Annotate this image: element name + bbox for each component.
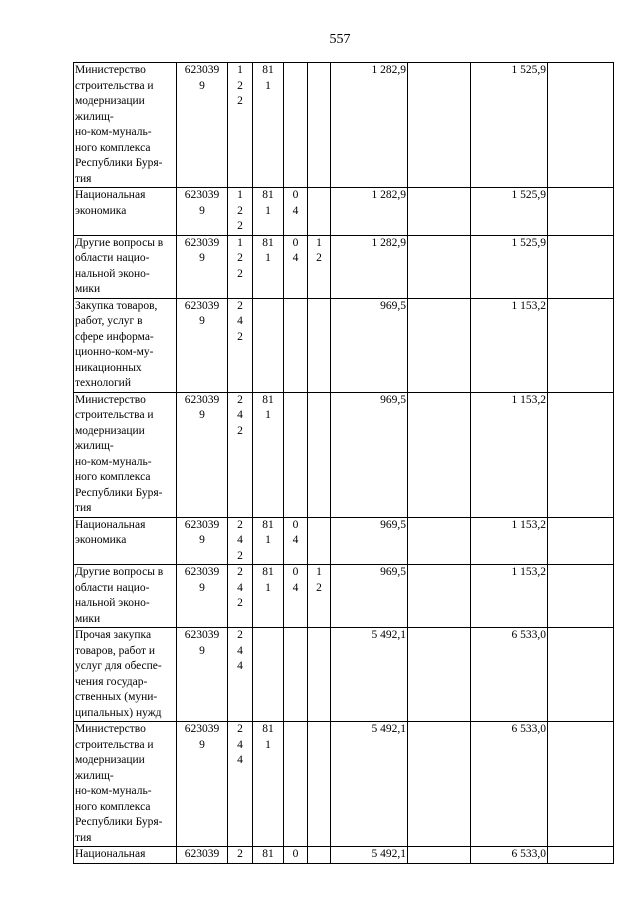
row-amount-year-1: 1 282,9 xyxy=(331,63,408,188)
row-name: Национальная xyxy=(74,847,177,864)
row-section: 0 xyxy=(284,847,308,864)
row-name: Министерство строительства и модернизации жилищ- но-ком-муналь- ного комплекса Республики Буря- тия xyxy=(74,392,177,517)
row-amount-year-1: 969,5 xyxy=(331,298,408,392)
row-empty-cell xyxy=(408,628,471,722)
row-expense-type: 1 2 2 xyxy=(228,63,253,188)
row-expense-type: 2 4 2 xyxy=(228,298,253,392)
row-section: 0 4 xyxy=(284,565,308,628)
row-expense-type: 2 xyxy=(228,847,253,864)
row-name: Министерство строительства и модернизации жилищ- но-ком-муналь- ного комплекса Республики Буря- тия xyxy=(74,722,177,847)
row-section: 0 4 xyxy=(284,517,308,565)
row-amount-year-1: 969,5 xyxy=(331,517,408,565)
row-empty-cell xyxy=(548,188,614,236)
row-name: Другие вопросы в области нацио- нальной эконо- мики xyxy=(74,565,177,628)
row-name: Национальная экономика xyxy=(74,517,177,565)
row-target-article: 623039 9 xyxy=(177,628,228,722)
row-subsection xyxy=(308,63,331,188)
table-row xyxy=(74,565,614,628)
row-target-article: 623039 9 xyxy=(177,235,228,298)
row-subsection xyxy=(308,392,331,517)
row-empty-cell xyxy=(548,628,614,722)
row-subsection: 1 2 xyxy=(308,235,331,298)
row-empty-cell xyxy=(408,517,471,565)
row-amount-year-2: 1 525,9 xyxy=(471,188,548,236)
table-row xyxy=(74,188,614,236)
row-section xyxy=(284,392,308,517)
row-empty-cell xyxy=(548,565,614,628)
row-name: Прочая закупка товаров, работ и услуг для обеспе- чения государ- ственных (муни- ципальных) нужд xyxy=(74,628,177,722)
table-row xyxy=(74,235,614,298)
row-section xyxy=(284,63,308,188)
row-expense-type: 1 2 2 xyxy=(228,188,253,236)
row-target-article: 623039 9 xyxy=(177,188,228,236)
row-expense-type: 2 4 2 xyxy=(228,392,253,517)
row-target-article: 623039 xyxy=(177,847,228,864)
row-empty-cell xyxy=(408,63,471,188)
row-ministry-code: 81 1 xyxy=(253,517,284,565)
row-empty-cell xyxy=(408,722,471,847)
row-empty-cell xyxy=(548,298,614,392)
page-number: 557 xyxy=(329,32,351,47)
row-subsection xyxy=(308,628,331,722)
row-empty-cell xyxy=(408,565,471,628)
row-empty-cell xyxy=(548,235,614,298)
row-ministry-code: 81 1 xyxy=(253,392,284,517)
row-ministry-code: 81 xyxy=(253,847,284,864)
row-expense-type: 1 2 2 xyxy=(228,235,253,298)
row-empty-cell xyxy=(548,517,614,565)
row-amount-year-2: 1 153,2 xyxy=(471,565,548,628)
row-section xyxy=(284,722,308,847)
budget-table xyxy=(73,62,614,864)
row-amount-year-1: 969,5 xyxy=(331,392,408,517)
row-ministry-code xyxy=(253,628,284,722)
row-target-article: 623039 9 xyxy=(177,63,228,188)
row-ministry-code: 81 1 xyxy=(253,235,284,298)
table-row xyxy=(74,847,614,864)
row-empty-cell xyxy=(408,298,471,392)
row-empty-cell xyxy=(408,188,471,236)
row-empty-cell xyxy=(408,235,471,298)
row-name: Закупка товаров, работ, услуг в сфере информа- ционно-ком-му- никационных технологий xyxy=(74,298,177,392)
row-empty-cell xyxy=(548,847,614,864)
row-subsection xyxy=(308,847,331,864)
row-subsection xyxy=(308,517,331,565)
row-empty-cell xyxy=(548,392,614,517)
row-empty-cell xyxy=(408,392,471,517)
row-section: 0 4 xyxy=(284,188,308,236)
row-amount-year-2: 6 533,0 xyxy=(471,628,548,722)
row-target-article: 623039 9 xyxy=(177,722,228,847)
row-amount-year-1: 1 282,9 xyxy=(331,235,408,298)
row-amount-year-1: 969,5 xyxy=(331,565,408,628)
row-name: Национальная экономика xyxy=(74,188,177,236)
row-expense-type: 2 4 2 xyxy=(228,565,253,628)
row-subsection xyxy=(308,298,331,392)
table-row xyxy=(74,722,614,847)
row-section: 0 4 xyxy=(284,235,308,298)
table-row xyxy=(74,63,614,188)
row-target-article: 623039 9 xyxy=(177,392,228,517)
row-amount-year-2: 1 153,2 xyxy=(471,517,548,565)
row-amount-year-2: 1 525,9 xyxy=(471,63,548,188)
row-amount-year-2: 6 533,0 xyxy=(471,847,548,864)
row-section xyxy=(284,298,308,392)
row-subsection xyxy=(308,722,331,847)
row-amount-year-2: 1 525,9 xyxy=(471,235,548,298)
row-amount-year-1: 5 492,1 xyxy=(331,628,408,722)
row-amount-year-1: 5 492,1 xyxy=(331,722,408,847)
row-amount-year-2: 6 533,0 xyxy=(471,722,548,847)
row-amount-year-1: 5 492,1 xyxy=(331,847,408,864)
row-target-article: 623039 9 xyxy=(177,565,228,628)
row-expense-type: 2 4 4 xyxy=(228,628,253,722)
row-section xyxy=(284,628,308,722)
row-name: Другие вопросы в области нацио- нальной эконо- мики xyxy=(74,235,177,298)
table-row xyxy=(74,392,614,517)
row-expense-type: 2 4 4 xyxy=(228,722,253,847)
row-ministry-code: 81 1 xyxy=(253,63,284,188)
row-subsection xyxy=(308,188,331,236)
table-row xyxy=(74,517,614,565)
row-empty-cell xyxy=(408,847,471,864)
row-target-article: 623039 9 xyxy=(177,298,228,392)
row-amount-year-2: 1 153,2 xyxy=(471,392,548,517)
table-row xyxy=(74,628,614,722)
row-empty-cell xyxy=(548,722,614,847)
row-expense-type: 2 4 2 xyxy=(228,517,253,565)
row-ministry-code: 81 1 xyxy=(253,188,284,236)
row-ministry-code xyxy=(253,298,284,392)
row-name: Министерство строительства и модернизации жилищ- но-ком-муналь- ного комплекса Республики Буря- тия xyxy=(74,63,177,188)
row-target-article: 623039 9 xyxy=(177,517,228,565)
table-row xyxy=(74,298,614,392)
row-ministry-code: 81 1 xyxy=(253,722,284,847)
row-ministry-code: 81 1 xyxy=(253,565,284,628)
row-empty-cell xyxy=(548,63,614,188)
row-amount-year-1: 1 282,9 xyxy=(331,188,408,236)
row-subsection: 1 2 xyxy=(308,565,331,628)
row-amount-year-2: 1 153,2 xyxy=(471,298,548,392)
